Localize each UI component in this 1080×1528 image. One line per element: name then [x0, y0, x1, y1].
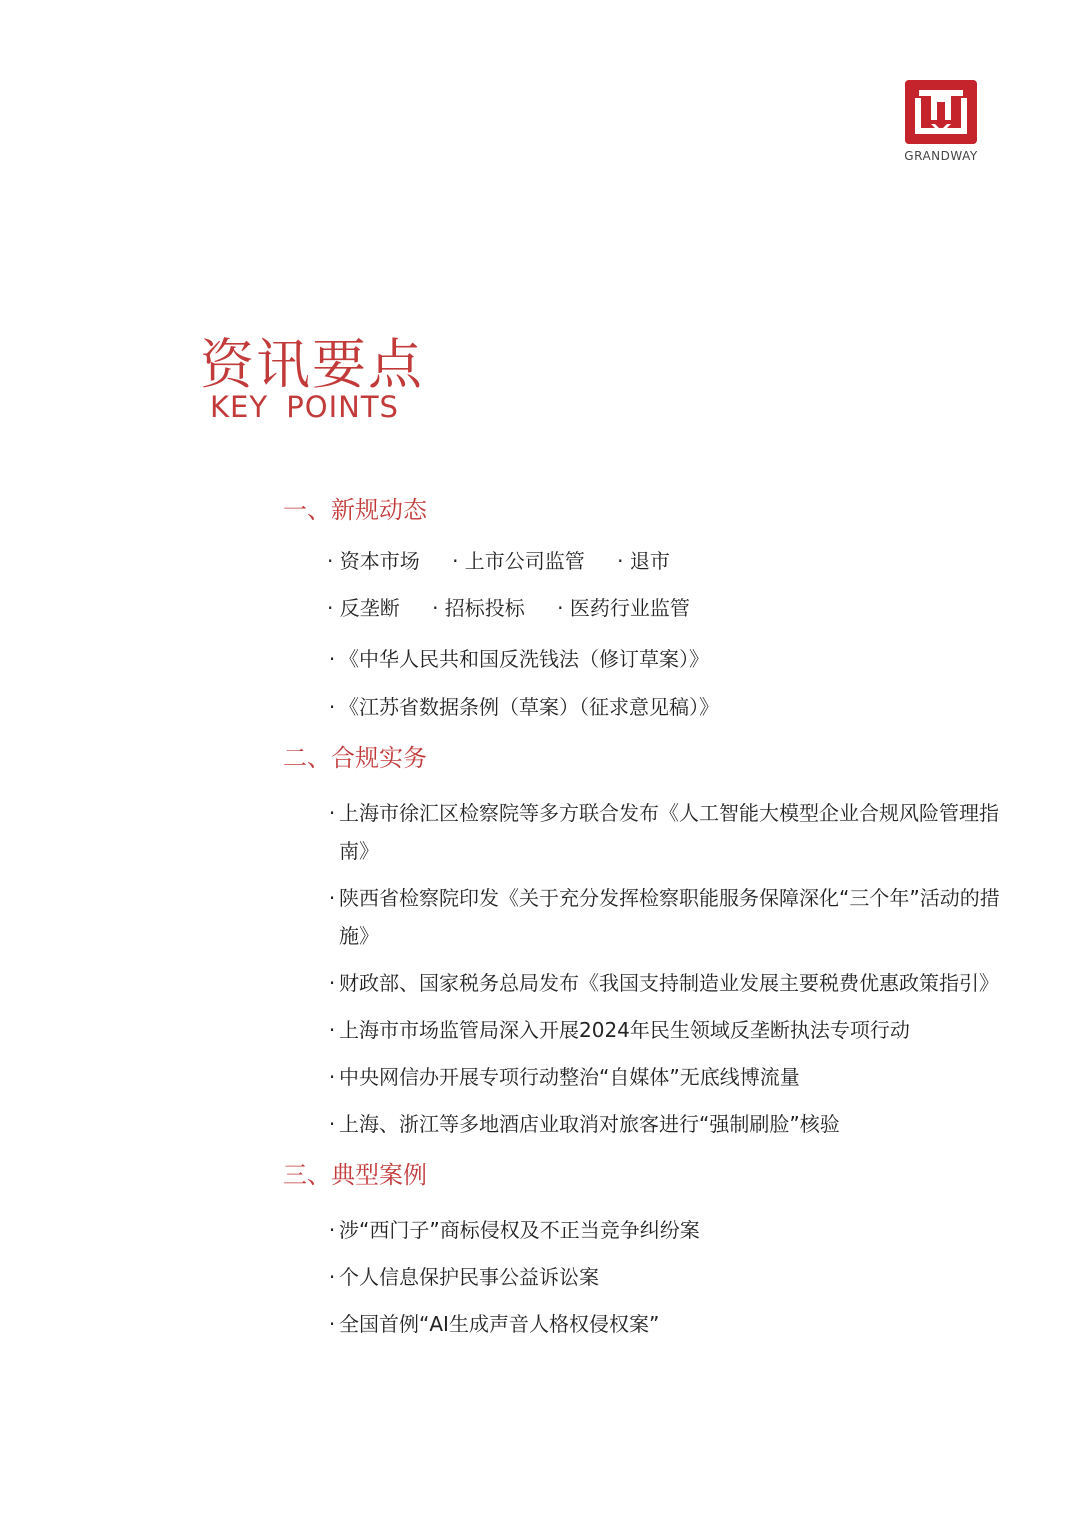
- item-text: 中央网信办开展专项行动整治“自媒体”无底线博流量: [339, 1065, 800, 1089]
- tag-antitrust: · 反垄断: [327, 596, 400, 620]
- section-heading: 三、典型案例: [283, 1161, 427, 1189]
- list-item: [283, 794, 1003, 870]
- bullet-icon: ·: [328, 1018, 336, 1042]
- list-item: [283, 1305, 1003, 1343]
- item-text: 陕西省检察院印发《关于充分发挥检察职能服务保障深化“三个年”活动的措施》: [339, 886, 1000, 948]
- bullet-icon: ·: [328, 971, 336, 995]
- page-title-cn: 资讯要点: [200, 333, 424, 396]
- tag-pharma-regulation: · 医药行业监管: [557, 596, 690, 620]
- bullet-icon: ·: [328, 1065, 336, 1089]
- item-text: 个人信息保护民事公益诉讼案: [339, 1265, 599, 1289]
- list-item: [283, 879, 1003, 955]
- bullet-icon: ·: [328, 1312, 336, 1336]
- list-item: [283, 964, 1003, 1002]
- key-points-list: [283, 492, 1003, 1357]
- list-item: [283, 640, 1003, 678]
- section-heading: 一、新规动态: [283, 496, 427, 524]
- item-text: 上海市市场监管局深入开展2024年民生领域反垄断执法专项行动: [339, 1018, 910, 1042]
- tag-capital-market: · 资本市场: [327, 549, 420, 573]
- section-compliance-practice: [283, 740, 1003, 1143]
- brand-logo: [896, 80, 986, 163]
- bullet-icon: ·: [328, 647, 336, 671]
- brand-name: GRANDWAY: [904, 149, 978, 163]
- list-item: [283, 1011, 1003, 1049]
- tag-listed-company-regulation: · 上市公司监管: [452, 549, 585, 573]
- grandway-logo-icon: [905, 80, 977, 144]
- bullet-icon: ·: [328, 801, 336, 825]
- tag-delisting: · 退市: [617, 549, 670, 573]
- item-text: 《中华人民共和国反洗钱法（修订草案）》: [339, 647, 709, 671]
- list-item: [283, 1258, 1003, 1296]
- item-text: 上海、浙江等多地酒店业取消对旅客进行“强制刷脸”核验: [339, 1112, 840, 1136]
- section-new-regulations: [283, 492, 1003, 726]
- tag-row: [283, 546, 1003, 576]
- item-text: 财政部、国家税务总局发布《我国支持制造业发展主要税费优惠政策指引》: [339, 971, 999, 995]
- list-item: [283, 1211, 1003, 1249]
- list-item: [283, 1105, 1003, 1143]
- section-typical-cases: [283, 1157, 1003, 1343]
- bullet-icon: ·: [328, 1112, 336, 1136]
- bullet-icon: ·: [328, 695, 336, 719]
- item-text: 《江苏省数据条例（草案）（征求意见稿）》: [339, 695, 719, 719]
- item-text: 涉“西门子”商标侵权及不正当竞争纠纷案: [339, 1218, 700, 1242]
- bullet-icon: ·: [328, 1218, 336, 1242]
- item-text: 全国首例“AI生成声音人格权侵权案”: [339, 1312, 660, 1336]
- page-title-en: KEY POINTS: [210, 390, 399, 424]
- item-text: 上海市徐汇区检察院等多方联合发布《人工智能大模型企业合规风险管理指南》: [339, 801, 999, 863]
- bullet-icon: ·: [328, 886, 336, 910]
- tag-bidding: · 招标投标: [432, 596, 525, 620]
- list-item: [283, 1058, 1003, 1096]
- list-item: [283, 688, 1003, 726]
- section-heading: 二、合规实务: [283, 744, 427, 772]
- tag-row: [283, 593, 1003, 623]
- bullet-icon: ·: [328, 1265, 336, 1289]
